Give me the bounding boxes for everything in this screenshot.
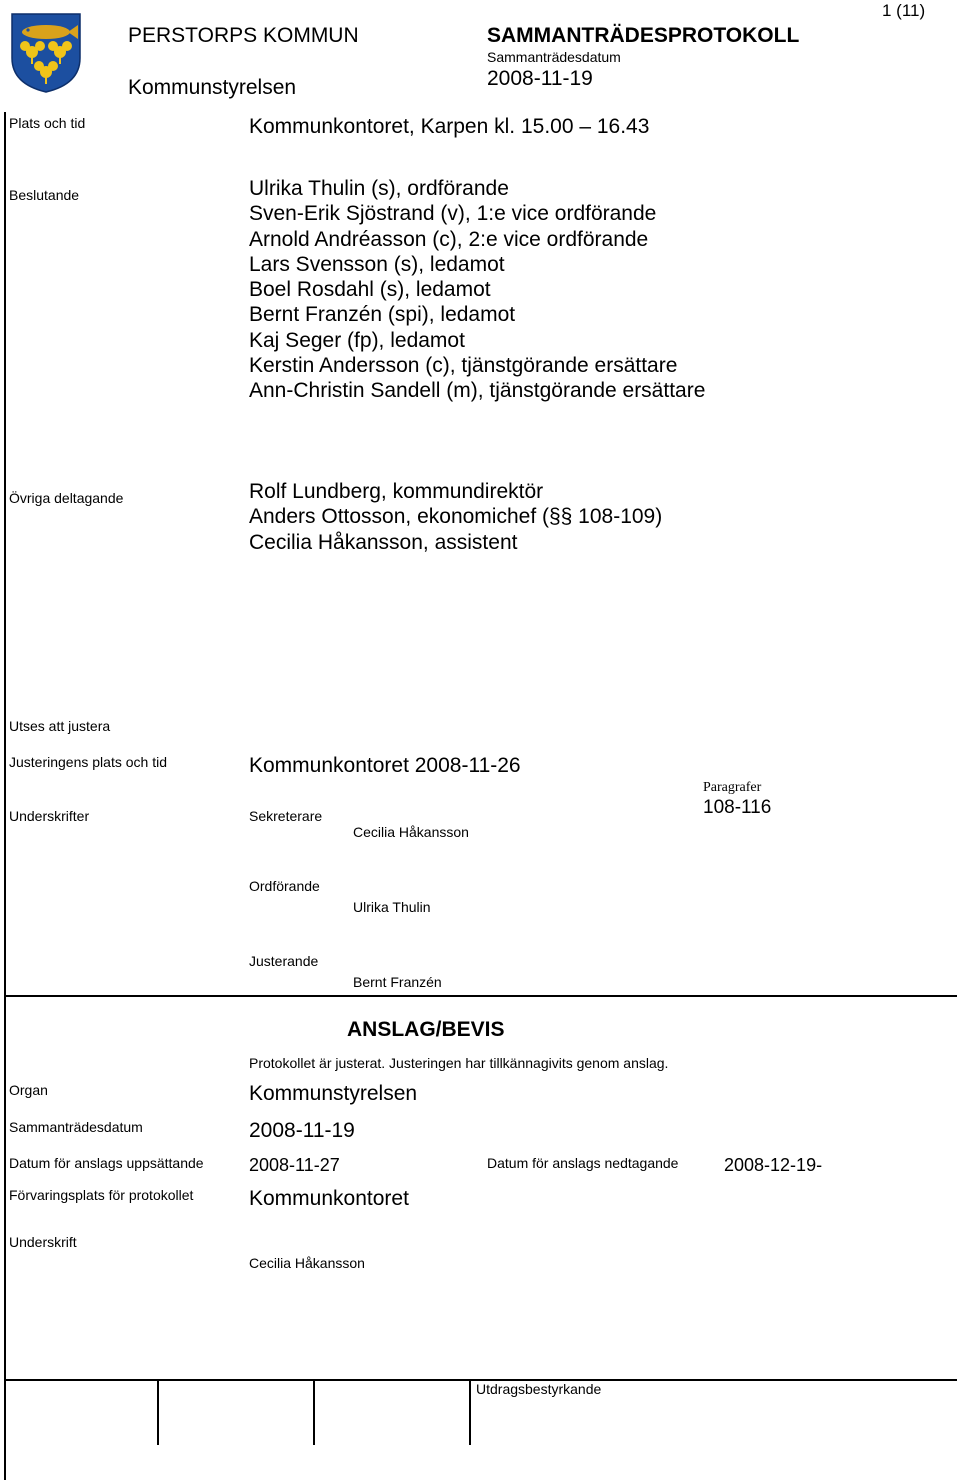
list-item: Kaj Seger (fp), ledamot [249, 328, 465, 352]
footer-divider [157, 1379, 159, 1445]
list-item: Anders Ottosson, ekonomichef (§§ 108-109) [249, 505, 663, 529]
adjust-place-label: Justeringens plats och tid [9, 754, 167, 770]
list-item: Sven-Erik Sjöstrand (v), 1:e vice ordförande [249, 202, 657, 226]
organ-value: Kommunstyrelsen [249, 1082, 418, 1105]
storage-value: Kommunkontoret [249, 1187, 409, 1210]
left-border [4, 112, 6, 1480]
posted-date-label: Datum för anslags uppsättande [9, 1155, 204, 1171]
others-list [249, 479, 662, 555]
coat-of-arms-icon [10, 12, 82, 94]
list-item: Arnold Andréasson (c), 2:e vice ordförande [249, 227, 649, 251]
secretary-name: Cecilia Håkansson [353, 824, 469, 840]
signatures-label: Underskrifter [9, 808, 90, 824]
deciding-list [249, 176, 705, 404]
organ-label: Organ [9, 1082, 48, 1098]
list-item: Cecilia Håkansson, assistent [249, 530, 518, 554]
extract-certification-label: Utdragsbestyrkande [476, 1381, 602, 1397]
municipality-name: PERSTORPS KOMMUN [128, 24, 359, 47]
notice-meeting-date-value: 2008-11-19 [249, 1119, 355, 1142]
signature-name: Cecilia Håkansson [249, 1255, 365, 1271]
footer-divider [313, 1379, 315, 1445]
notice-title: ANSLAG/BEVIS [347, 1018, 505, 1041]
section-divider [4, 995, 957, 997]
list-item: Rolf Lundberg, kommundirektör [249, 480, 544, 503]
notice-meeting-date-label: Sammanträdesdatum [9, 1119, 143, 1135]
list-item: Boel Rosdahl (s), ledamot [249, 278, 491, 302]
list-item: Ulrika Thulin (s), ordförande [249, 177, 509, 200]
list-item: Kerstin Andersson (c), tjänstgörande ersättare [249, 354, 678, 378]
others-label: Övriga deltagande [9, 490, 124, 506]
list-item: Bernt Franzén (spi), ledamot [249, 303, 516, 327]
meeting-date-label: Sammanträdesdatum [487, 49, 621, 65]
place-time-value: Kommunkontoret, Karpen kl. 15.00 – 16.43 [249, 115, 650, 138]
place-time-label: Plats och tid [9, 115, 86, 131]
adjuster-label: Justerande [249, 953, 319, 969]
storage-label: Förvaringsplats för protokollet [9, 1187, 194, 1203]
paragraphs-label: Paragrafer [703, 780, 762, 795]
deciding-label: Beslutande [9, 187, 80, 203]
removed-date-label: Datum för anslags nedtagande [487, 1155, 679, 1171]
chair-label: Ordförande [249, 878, 320, 894]
chair-name: Ulrika Thulin [353, 899, 431, 915]
removed-date-value: 2008-12-19- [724, 1155, 823, 1175]
list-item: Lars Svensson (s), ledamot [249, 252, 505, 276]
meeting-date: 2008-11-19 [487, 67, 593, 90]
committee-name: Kommunstyrelsen [128, 76, 297, 99]
document-type: SAMMANTRÄDESPROTOKOLL [487, 24, 800, 47]
page-number: 1 (11) [882, 1, 926, 20]
appointed-adjuster-label: Utses att justera [9, 718, 111, 734]
list-item: Ann-Christin Sandell (m), tjänstgörande ersättare [249, 379, 706, 403]
paragraphs-value: 108-116 [703, 797, 772, 818]
footer-divider [469, 1379, 471, 1445]
adjuster-name: Bernt Franzén [353, 974, 442, 990]
secretary-label: Sekreterare [249, 808, 323, 824]
adjust-place-value: Kommunkontoret 2008-11-26 [249, 754, 521, 777]
posted-date-value: 2008-11-27 [249, 1155, 340, 1175]
notice-statement: Protokollet är justerat. Justeringen har tillkännagivits genom anslag. [249, 1055, 669, 1071]
signature-label: Underskrift [9, 1234, 77, 1250]
